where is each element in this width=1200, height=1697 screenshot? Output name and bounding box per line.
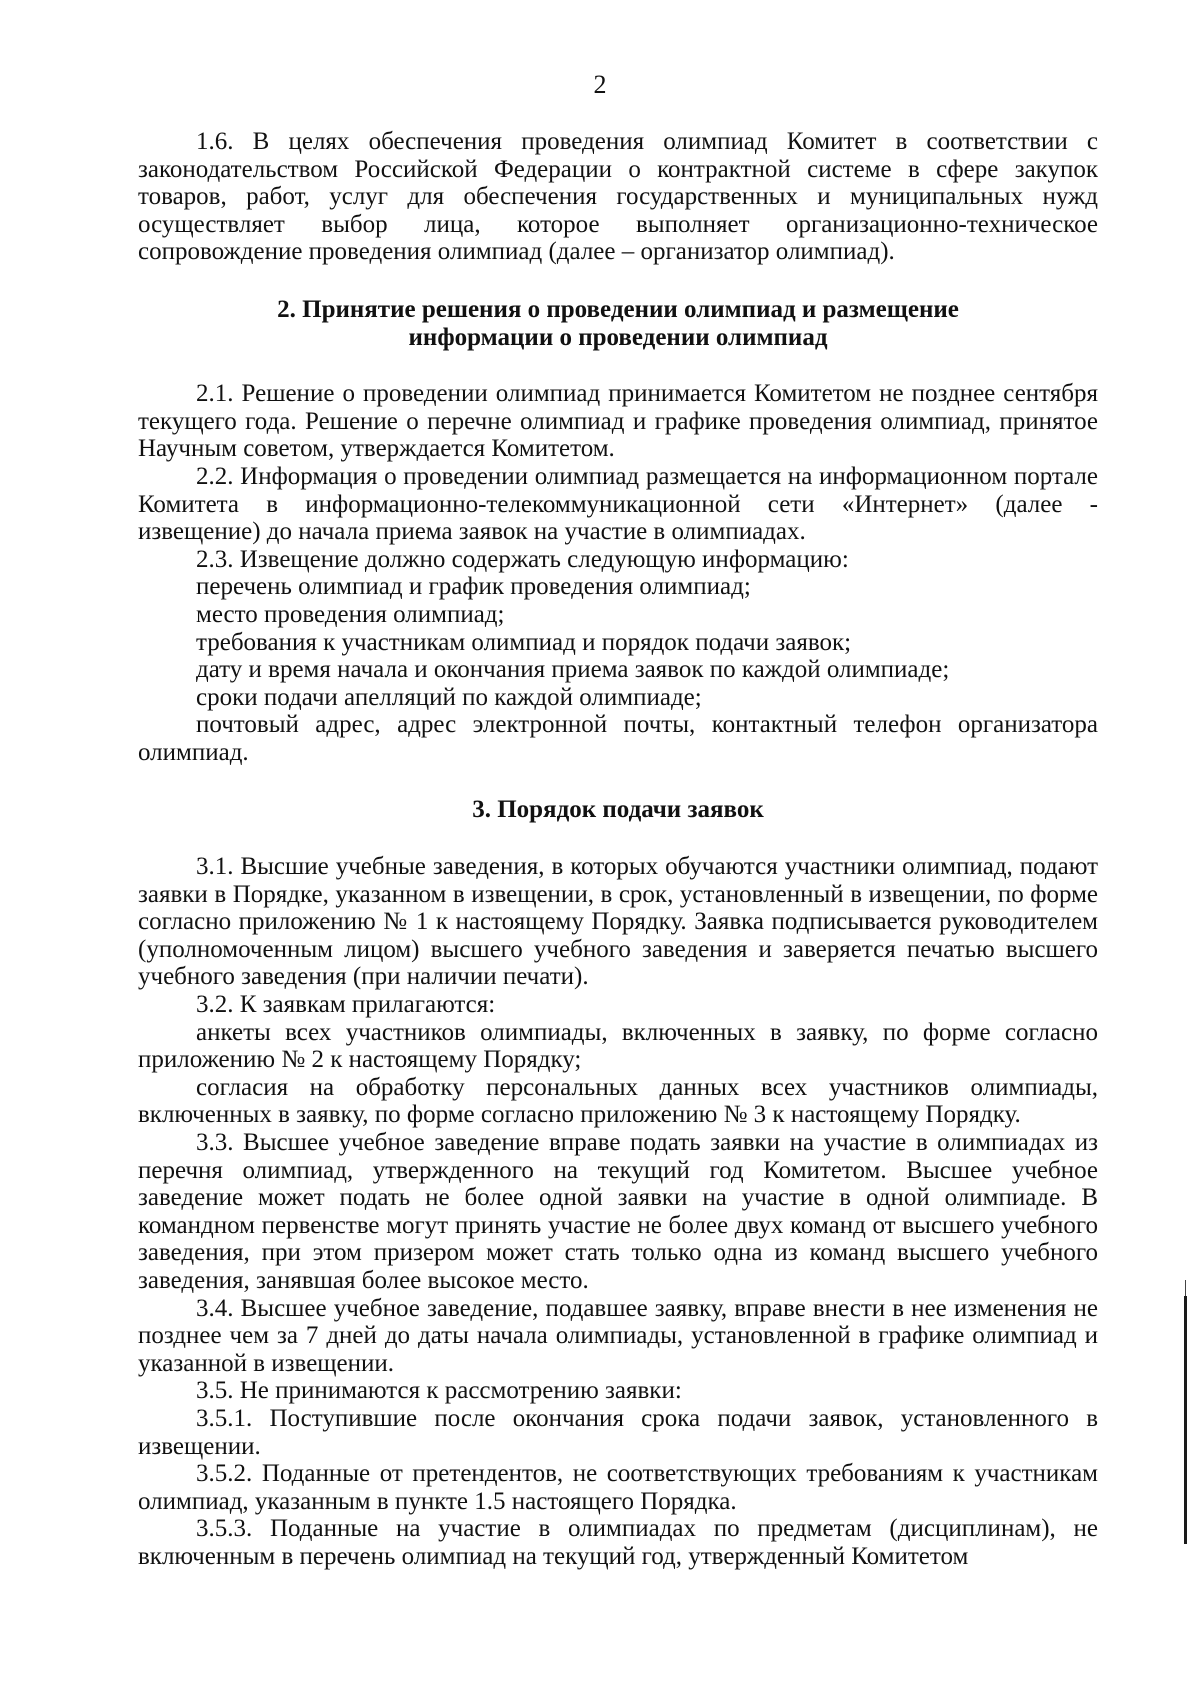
paragraph-3-5-3: 3.5.3. Поданные на участие в олимпиадах по предметам (дисциплинам), не включенным в перечень олимпиад на текущий год, утвержденный Комитетом xyxy=(138,1515,1098,1570)
spacer xyxy=(138,766,1098,796)
spacer xyxy=(138,824,1098,853)
list-item: место проведения олимпиад; xyxy=(196,600,505,628)
list-item: анкеты всех участников олимпиады, включенных в заявку, по форме согласно приложению № 2 к настоящему Порядку; xyxy=(138,1018,1098,1074)
list-item: требования к участникам олимпиад и порядок подачи заявок; xyxy=(196,628,852,656)
page-number: 2 xyxy=(593,70,607,99)
paragraph-2-3: 2.3. Извещение должно содержать следующую информацию: xyxy=(196,545,849,573)
paragraph-2-1: 2.1. Решение о проведении олимпиад принимается Комитетом не позднее сентября текущего года. Решение о перечне олимпиад и графике проведения олимпиад, принятое Научным советом, утверждается Комитетом. xyxy=(138,380,1098,463)
section-3-heading: 3. Порядок подачи заявок xyxy=(472,796,764,824)
list-item: сроки подачи апелляций по каждой олимпиаде; xyxy=(196,683,702,711)
list-item: перечень олимпиад и график проведения олимпиад; xyxy=(196,573,751,601)
list-item: почтовый адрес, адрес электронной почты, контактный телефон организатора олимпиад. xyxy=(138,711,1098,766)
section-2-heading-line-2: информации о проведении олимпиад xyxy=(408,323,828,351)
spacer xyxy=(138,351,1098,380)
list-item: согласия на обработку персональных данных всех участников олимпиады, включенных в заявку, по форме согласно приложению № 3 к настоящему Порядку. xyxy=(138,1073,1098,1129)
list-item: дату и время начала и окончания приема заявок по каждой олимпиаде; xyxy=(196,656,950,684)
paragraph-1-6: 1.6. В целях обеспечения проведения олимпиад Комитет в соответствии с законодательством Российской Федерации о контрактной системе в сфере закупок товаров, работ, услуг для обеспечения государственных и муниципальных нужд осуществляет выбор лица, которое выполняет организационно-техническое сопровождение проведения олимпиад (далее – организатор олимпиад). xyxy=(138,128,1098,266)
section-2-heading-line-1: 2. Принятие решения о проведении олимпиад и размещение xyxy=(277,295,959,323)
paragraph-3-5-2: 3.5.2. Поданные от претендентов, не соответствующих требованиям к участникам олимпиад, указанным в пункте 1.5 настоящего Порядка. xyxy=(138,1460,1098,1515)
document-body xyxy=(138,128,1098,1571)
paragraph-3-2: 3.2. К заявкам прилагаются: xyxy=(196,991,496,1019)
spacer xyxy=(138,266,1098,296)
paragraph-3-5: 3.5. Не принимаются к рассмотрению заявки: xyxy=(196,1377,682,1405)
paragraph-3-4: 3.4. Высшее учебное заведение, подавшее заявку, вправе внести в нее изменения не позднее чем за 7 дней до даты начала олимпиады, установленной в графике олимпиад и указанной в извещении. xyxy=(138,1294,1098,1377)
scan-edge-mark xyxy=(1184,1296,1187,1544)
paragraph-2-2: 2.2. Информация о проведении олимпиад размещается на информационном портале Комитета в информационно-телекоммуникационной сети «Интернет» (далее - извещение) до начала приема заявок на участие в олимпиадах. xyxy=(138,462,1098,546)
paragraph-3-1: 3.1. Высшие учебные заведения, в которых обучаются участники олимпиад, подают заявки в Порядке, указанном в извещении, в срок, установленный в извещении, по форме согласно приложению № 1 к настоящему Порядку. Заявка подписывается руководителем (уполномоченным лицом) высшего учебного заведения и заверяется печатью высшего учебного заведения (при наличии печати). xyxy=(138,853,1098,991)
paragraph-3-3: 3.3. Высшее учебное заведение вправе подать заявки на участие в олимпиадах из перечня олимпиад, утвержденного на текущий год Комитетом. Высшее учебное заведение может подать не более одной заявки на участие в одной олимпиаде. В командном первенстве могут принять участие не более двух команд от высшего учебного заведения, при этом призером может стать только одна из команд высшего учебного заведения, занявшая более высокое место. xyxy=(138,1129,1098,1294)
paragraph-3-5-1: 3.5.1. Поступившие после окончания срока подачи заявок, установленного в извещении. xyxy=(138,1404,1098,1460)
